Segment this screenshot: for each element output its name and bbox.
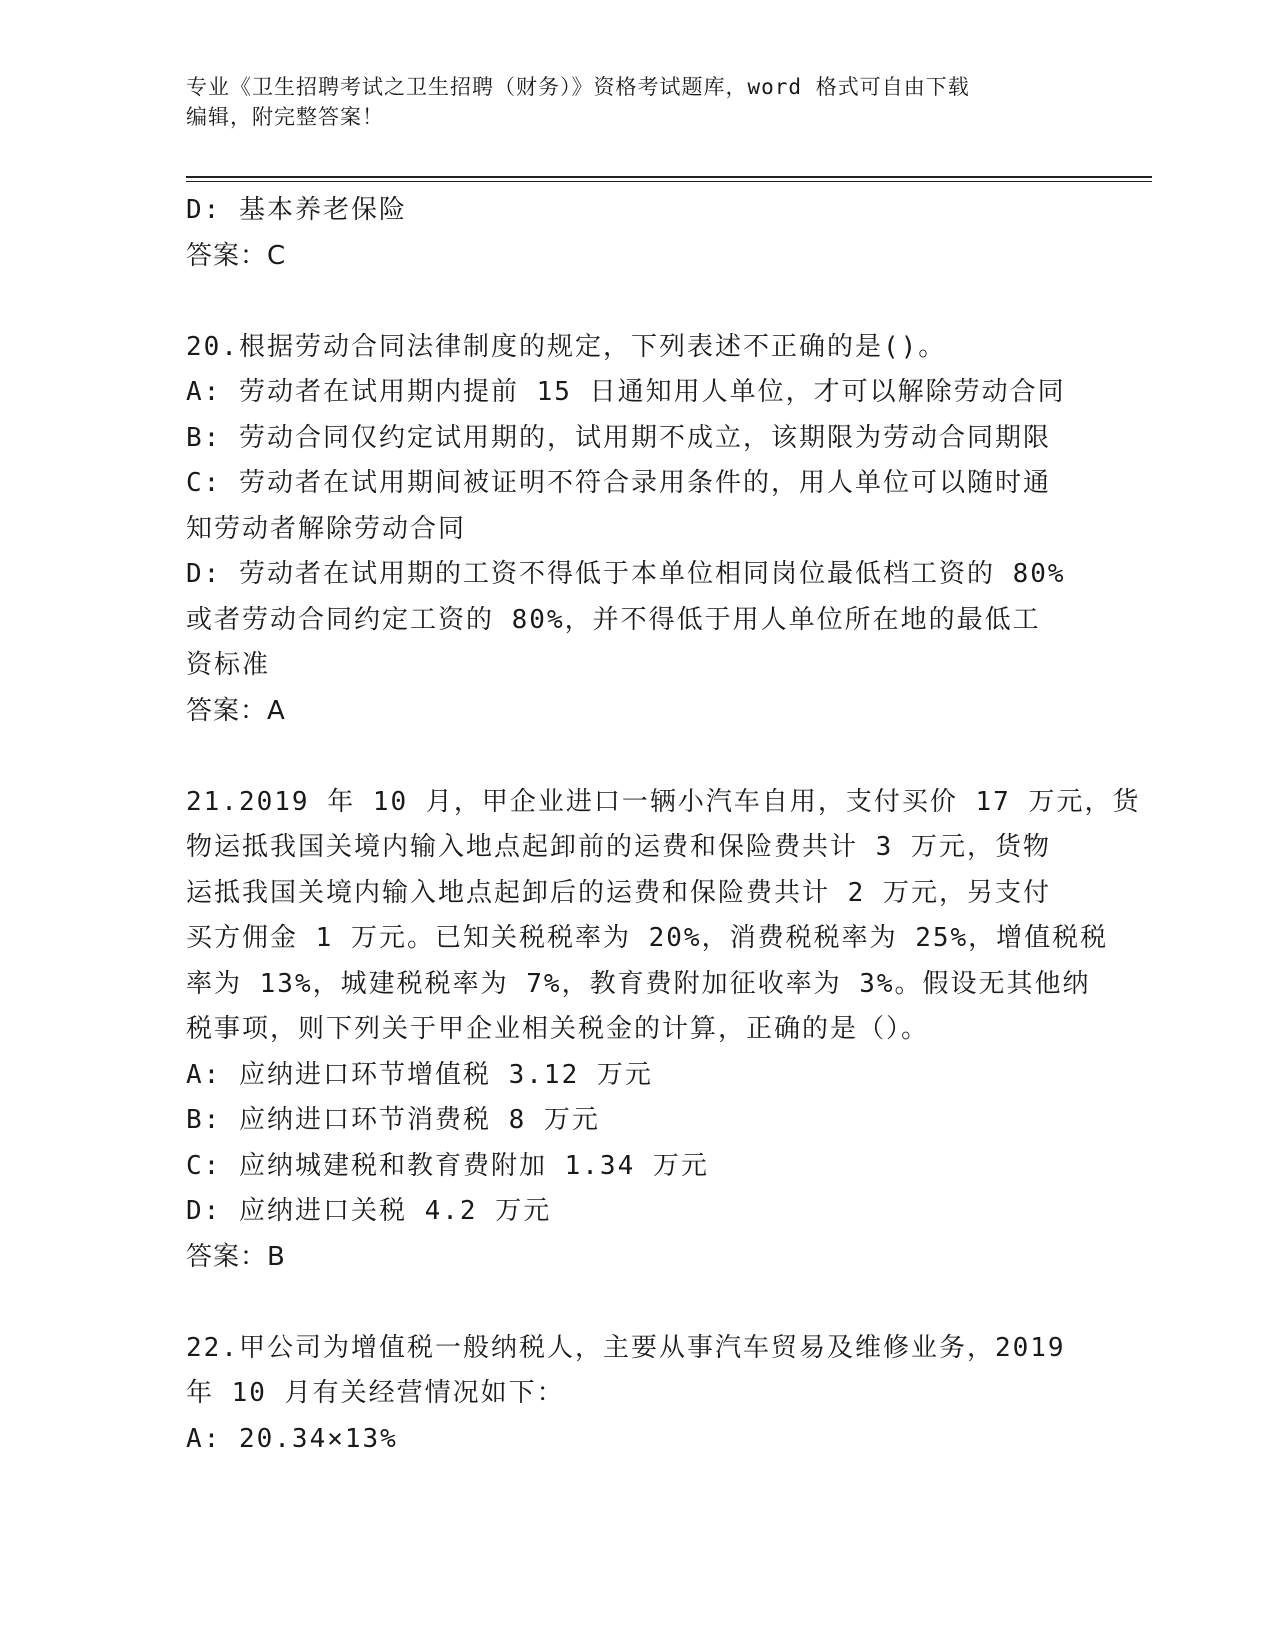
spacer xyxy=(186,734,1086,780)
q20-option-d-line-1: D: 劳动者在试用期的工资不得低于本单位相同岗位最低档工资的 80% xyxy=(186,559,1066,589)
q21-stem-line-5: 率为 13%，城建税税率为 7%，教育费附加征收率为 3%。假设无其他纳 xyxy=(186,968,1091,999)
q20-option-d-line-3: 资标准 xyxy=(186,650,271,680)
q21-option-a: A: 应纳进口环节增值税 3.12 万元 xyxy=(186,1059,653,1090)
header-line-1: 专业《卫生招聘考试之卫生招聘（财务）》资格考试题库，word 格式可自由下载 xyxy=(186,75,970,99)
q21-stem-line-1: 21.2019 年 10 月，甲企业进口一辆小汽车自用，支付买价 17 万元，货 xyxy=(186,786,1141,817)
spacer xyxy=(186,279,1086,325)
header-divider-thick xyxy=(186,176,1152,178)
q22-stem-line-2: 年 10 月有关经营情况如下： xyxy=(186,1378,565,1408)
q20-option-d-line-2: 或者劳动合同约定工资的 80%，并不得低于用人单位所在地的最低工 xyxy=(186,604,1041,635)
q21-stem-line-3: 运抵我国关境内输入地点起卸后的运费和保险费共计 2 万元，另支付 xyxy=(186,877,1051,908)
q20-stem: 20.根据劳动合同法律制度的规定，下列表述不正确的是()。 xyxy=(186,331,947,362)
q21-answer: 答案：B xyxy=(186,1241,286,1272)
q22-stem-line-1: 22.甲公司为增值税一般纳税人，主要从事汽车贸易及维修业务，2019 xyxy=(186,1332,1066,1363)
question-20 xyxy=(186,325,1086,735)
q21-stem-line-4: 买方佣金 1 万元。已知关税税率为 20%，消费税税率为 25%，增值税税 xyxy=(186,923,1109,953)
header-line-2: 编辑，附完整答案！ xyxy=(186,105,384,129)
q21-option-c: C: 应纳城建税和教育费附加 1.34 万元 xyxy=(186,1150,709,1181)
spacer xyxy=(186,1280,1086,1326)
header-divider-thin xyxy=(186,181,1152,182)
document-header xyxy=(186,72,1066,132)
q21-stem-line-2: 物运抵我国关境内输入地点起卸前的运费和保险费共计 3 万元，货物 xyxy=(186,832,1051,862)
q19-option-d: D: 基本养老保险 xyxy=(186,195,407,225)
q21-option-b: B: 应纳进口环节消费税 8 万元 xyxy=(186,1105,600,1135)
q20-option-a: A: 劳动者在试用期内提前 15 日通知用人单位，才可以解除劳动合同 xyxy=(186,377,1066,407)
q20-option-b: B: 劳动合同仅约定试用期的，试用期不成立，该期限为劳动合同期限 xyxy=(186,422,1051,453)
q20-option-c-line-1: C: 劳动者在试用期间被证明不符合录用条件的，用人单位可以随时通 xyxy=(186,468,1051,498)
q21-stem-line-6: 税事项，则下列关于甲企业相关税金的计算，正确的是（）。 xyxy=(186,1014,930,1044)
q22-option-a: A: 20.34×13% xyxy=(186,1423,398,1454)
page-content xyxy=(186,188,1141,1462)
q19-answer: 答案：C xyxy=(186,240,287,271)
question-21 xyxy=(186,780,1141,1281)
q21-option-d: D: 应纳进口关税 4.2 万元 xyxy=(186,1196,552,1226)
q20-option-c-line-2: 知劳动者解除劳动合同 xyxy=(186,513,467,544)
question-22 xyxy=(186,1326,1086,1463)
q20-answer: 答案：A xyxy=(186,695,286,726)
